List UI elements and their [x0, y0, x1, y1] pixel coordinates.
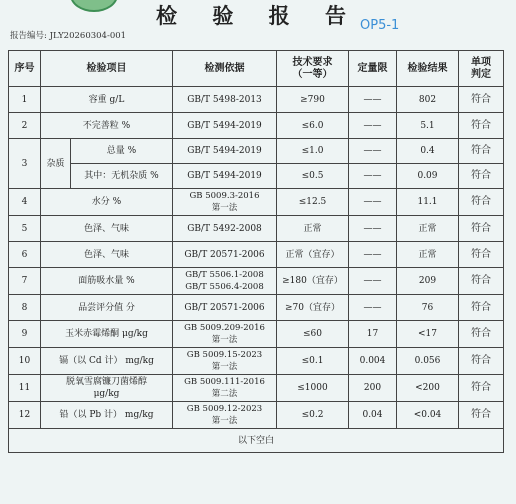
table-row	[9, 242, 504, 268]
cell-seq: 6	[9, 242, 41, 268]
cell-item: 不完善粒 %	[41, 113, 173, 139]
cell-item: 铅（以 Pb 计） mg/kg	[41, 402, 173, 429]
cell-limit: 0.004	[349, 348, 397, 375]
cell-requirement: ≤0.2	[277, 402, 349, 429]
header-result: 检验结果	[397, 51, 459, 87]
cell-item: 面筋吸水量 %	[41, 268, 173, 295]
cell-limit: 17	[349, 321, 397, 348]
cell-requirement: 正常	[277, 216, 349, 242]
cell-judgement: 符合	[459, 321, 504, 348]
cell-seq: 2	[9, 113, 41, 139]
cell-result: 正常	[397, 242, 459, 268]
cell-limit: ——	[349, 139, 397, 164]
cell-limit: ——	[349, 87, 397, 113]
cell-basis: GB/T 5494-2019	[173, 164, 277, 189]
cell-judgement: 符合	[459, 139, 504, 164]
cell-requirement: ≤0.5	[277, 164, 349, 189]
cell-result: 正常	[397, 216, 459, 242]
cell-judgement: 符合	[459, 348, 504, 375]
table-row	[9, 87, 504, 113]
table-row	[9, 164, 504, 189]
cell-basis: GB 5009.209-2016 第一法	[173, 321, 277, 348]
header-seq: 序号	[9, 51, 41, 87]
table-row	[9, 113, 504, 139]
cell-requirement: ≥70（宜存）	[277, 295, 349, 321]
cell-basis: GB/T 20571-2006	[173, 295, 277, 321]
cell-requirement: ≥180（宜存）	[277, 268, 349, 295]
cell-result: 209	[397, 268, 459, 295]
cell-item: 总量 %	[71, 139, 173, 164]
cell-seq: 11	[9, 375, 41, 402]
cell-basis: GB/T 5506.1-2008 GB/T 5506.4-2008	[173, 268, 277, 295]
cell-judgement: 符合	[459, 164, 504, 189]
cell-group: 杂质	[41, 139, 71, 189]
cell-requirement: 正常（宜存）	[277, 242, 349, 268]
cell-result: 76	[397, 295, 459, 321]
cell-item: 镉（以 Cd 计） mg/kg	[41, 348, 173, 375]
cell-limit: ——	[349, 216, 397, 242]
header-basis: 检测依据	[173, 51, 277, 87]
cell-requirement: ≤12.5	[277, 189, 349, 216]
cell-requirement: ≤0.1	[277, 348, 349, 375]
table-row	[9, 295, 504, 321]
cell-judgement: 符合	[459, 295, 504, 321]
blank-below-note: 以下空白	[9, 429, 504, 453]
cell-requirement: ≤60	[277, 321, 349, 348]
cell-item: 其中：无机杂质 %	[71, 164, 173, 189]
cell-basis: GB/T 20571-2006	[173, 242, 277, 268]
table-row	[9, 375, 504, 402]
cell-result: <17	[397, 321, 459, 348]
cell-result: 802	[397, 87, 459, 113]
cell-result: 0.056	[397, 348, 459, 375]
cell-basis: GB/T 5494-2019	[173, 139, 277, 164]
cell-result: 11.1	[397, 189, 459, 216]
cell-limit: ——	[349, 189, 397, 216]
cell-basis: GB/T 5494-2019	[173, 113, 277, 139]
table-header-row	[9, 51, 504, 87]
cell-judgement: 符合	[459, 268, 504, 295]
cell-basis: GB/T 5492-2008	[173, 216, 277, 242]
cell-limit: ——	[349, 164, 397, 189]
cell-basis: GB 5009.3-2016 第一法	[173, 189, 277, 216]
cell-limit: ——	[349, 295, 397, 321]
table-row	[9, 321, 504, 348]
cell-item: 容重 g/L	[41, 87, 173, 113]
table-row	[9, 189, 504, 216]
header-requirement: 技术要求 （一等）	[277, 51, 349, 87]
table-row	[9, 216, 504, 242]
cell-judgement: 符合	[459, 375, 504, 402]
report-number: 报告编号: JLY20260304-001	[10, 31, 127, 41]
cell-item: 品尝评分值 分	[41, 295, 173, 321]
cell-requirement: ≤1.0	[277, 139, 349, 164]
cell-seq: 9	[9, 321, 41, 348]
cell-item: 色泽、气味	[41, 242, 173, 268]
table-row	[9, 268, 504, 295]
cell-limit: ——	[349, 268, 397, 295]
cell-limit: ——	[349, 242, 397, 268]
cell-requirement: ≤6.0	[277, 113, 349, 139]
header-limit: 定量限	[349, 51, 397, 87]
cell-item: 色泽、气味	[41, 216, 173, 242]
stamp-code: OP5-1	[360, 18, 400, 33]
header-item: 检验项目	[41, 51, 173, 87]
cell-requirement: ≤1000	[277, 375, 349, 402]
report-title: 检 验 报 告	[156, 4, 360, 28]
cell-judgement: 符合	[459, 113, 504, 139]
cell-requirement: ≥790	[277, 87, 349, 113]
cell-seq: 8	[9, 295, 41, 321]
cell-seq: 1	[9, 87, 41, 113]
cell-result: <200	[397, 375, 459, 402]
cell-basis: GB 5009.12-2023 第一法	[173, 402, 277, 429]
cell-seq: 3	[9, 139, 41, 189]
cell-result: 0.4	[397, 139, 459, 164]
cell-judgement: 符合	[459, 402, 504, 429]
inspection-table	[8, 50, 504, 453]
cell-basis: GB 5009.111-2016 第二法	[173, 375, 277, 402]
table-footer-row	[9, 429, 504, 453]
cell-result: 0.09	[397, 164, 459, 189]
cell-item: 玉米赤霉烯酮 μg/kg	[41, 321, 173, 348]
cell-seq: 10	[9, 348, 41, 375]
table-row	[9, 402, 504, 429]
cell-result: 5.1	[397, 113, 459, 139]
cell-judgement: 符合	[459, 189, 504, 216]
header-judgement: 单项 判定	[459, 51, 504, 87]
cell-basis: GB 5009.15-2023 第一法	[173, 348, 277, 375]
cell-limit: ——	[349, 113, 397, 139]
cell-item: 水分 %	[41, 189, 173, 216]
table-row	[9, 139, 504, 164]
cell-seq: 7	[9, 268, 41, 295]
table-row	[9, 348, 504, 375]
cell-seq: 4	[9, 189, 41, 216]
cell-seq: 12	[9, 402, 41, 429]
cell-basis: GB/T 5498-2013	[173, 87, 277, 113]
cell-limit: 200	[349, 375, 397, 402]
cell-judgement: 符合	[459, 216, 504, 242]
cell-judgement: 符合	[459, 87, 504, 113]
cell-seq: 5	[9, 216, 41, 242]
cell-judgement: 符合	[459, 242, 504, 268]
cell-item: 脱氧雪腐镰刀菌烯醇 μg/kg	[41, 375, 173, 402]
cell-limit: 0.04	[349, 402, 397, 429]
cell-result: <0.04	[397, 402, 459, 429]
